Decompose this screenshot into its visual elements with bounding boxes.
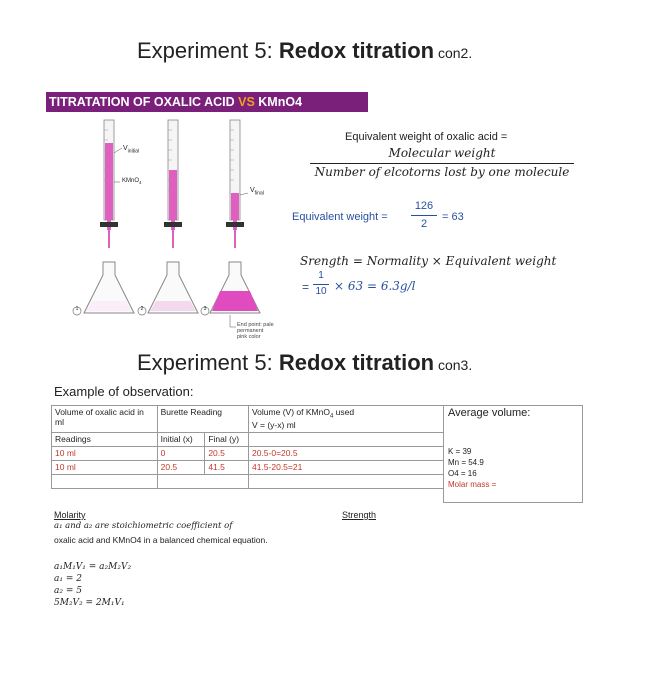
row2-v: 41.5-20.5=21 xyxy=(248,461,443,475)
header-kmno4-end: used xyxy=(335,407,355,417)
header-kmno4-formula: V = (y-x) ml xyxy=(251,419,296,430)
v-final-label xyxy=(250,187,264,196)
equiv-line1: Equivalent weight of oxalic acid = xyxy=(345,131,508,143)
title-small: con2. xyxy=(434,45,473,61)
strength-num: 1 xyxy=(318,270,324,281)
burette-2 xyxy=(164,120,182,248)
strength-bar xyxy=(313,284,329,285)
kmno4-sub: 4 xyxy=(139,180,142,186)
flask-2 xyxy=(148,262,198,313)
strength-prefix: = xyxy=(302,280,310,294)
section-banner xyxy=(46,92,368,112)
kmno4-text: KMnO xyxy=(122,178,140,184)
row3-empty-1 xyxy=(52,475,158,489)
titration-diagram xyxy=(60,115,300,350)
title-regular: Experiment 5: xyxy=(137,38,279,63)
eq-3: a₂ = 5 xyxy=(54,586,82,596)
burette-3 xyxy=(226,120,244,248)
equiv-calc-bar xyxy=(411,215,437,216)
flask-number-3: 3 xyxy=(203,306,207,312)
v-initial-sub: initial xyxy=(127,148,140,155)
v-initial-text: V xyxy=(123,145,128,152)
table-row xyxy=(52,447,444,461)
flask-1 xyxy=(84,262,134,313)
banner-right: KMnO4 xyxy=(254,95,303,109)
header-burette: Burette Reading xyxy=(157,406,248,433)
banner-left: TITRATATION OF OXALIC ACID xyxy=(49,95,239,109)
coef-line-2: oxalic acid and KMnO4 in a balanced chemical equation. xyxy=(54,535,268,545)
eq-2: a₁ = 2 xyxy=(54,574,82,584)
equiv-calc-den: 2 xyxy=(420,218,428,230)
end-point-line-3: pink color xyxy=(237,334,261,340)
average-mn: Mn = 54.9 xyxy=(448,458,484,467)
eq-4: 5M₂V₂ = 2M₁V₁ xyxy=(54,598,125,608)
observation-table xyxy=(51,405,444,489)
v-final-sub: final xyxy=(254,190,264,197)
v-initial-label xyxy=(123,145,139,154)
header-kmno4-sub: 4 xyxy=(329,413,334,420)
strength-label: Strength xyxy=(342,510,377,520)
strength-rest: × 63 = 6.3g/l xyxy=(334,279,416,293)
v-final-text: V xyxy=(250,187,255,194)
readings-label: Readings xyxy=(52,433,158,447)
title2-regular: Experiment 5: xyxy=(137,350,279,375)
banner-vs: VS xyxy=(238,95,255,109)
title2-bold: Redox titration xyxy=(278,350,435,375)
row1-final: 20.5 xyxy=(205,447,249,461)
end-point-label xyxy=(237,322,274,340)
equiv-fraction-bar xyxy=(310,163,574,164)
initial-header: Initial (x) xyxy=(157,433,205,447)
final-header: Final (y) xyxy=(205,433,249,447)
average-molar: Molar mass = xyxy=(448,480,497,489)
equiv-denominator: Number of elcotorns lost by one molecule xyxy=(314,165,570,179)
row3-empty-2 xyxy=(157,475,248,489)
flask-number-2: 2 xyxy=(140,306,144,312)
molarity-label: Molarity xyxy=(54,510,86,520)
strength-den: 10 xyxy=(315,286,327,297)
equiv-numerator: Molecular weight xyxy=(388,146,496,160)
flask-3 xyxy=(210,262,260,313)
end-point-line-2: permanent xyxy=(237,328,264,334)
coef-line: a₁ and a₂ are stoichiometric coefficient of xyxy=(54,521,233,531)
header-kmno4-text: Volume (V) of KMnO xyxy=(251,407,330,417)
row3-empty-3 xyxy=(248,475,443,489)
average-title: Average volume: xyxy=(448,407,531,419)
row2-volume: 10 ml xyxy=(52,461,158,475)
burette-1 xyxy=(100,120,118,248)
average-o4: O4 = 16 xyxy=(448,469,477,478)
header-volume: Volume of oxalic acid in ml xyxy=(52,406,158,433)
row2-initial: 20.5 xyxy=(157,461,205,475)
equiv-calc-num: 126 xyxy=(414,200,434,212)
example-label: Example of observation: xyxy=(54,384,194,399)
eq-1: a₁M₁V₁ = a₂M₂V₂ xyxy=(54,562,132,572)
strength-formula: Srength = Normality × Equivalent weight xyxy=(300,254,557,268)
average-k: K = 39 xyxy=(448,447,472,456)
row1-v: 20.5-0=20.5 xyxy=(248,447,443,461)
title2-small: con3. xyxy=(434,357,473,373)
average-box xyxy=(443,405,583,503)
end-point-line-1: End point: pale xyxy=(237,322,274,328)
row2-final: 41.5 xyxy=(205,461,249,475)
equiv-calc-result: = 63 xyxy=(442,211,464,223)
header-kmno4 xyxy=(248,406,443,433)
page-title xyxy=(137,38,472,64)
empty-cell xyxy=(248,433,443,447)
row1-volume: 10 ml xyxy=(52,447,158,461)
equiv-calc-label: Equivalent weight = xyxy=(292,211,388,223)
row1-initial: 0 xyxy=(157,447,205,461)
table-row xyxy=(52,475,444,489)
flask-number-1: 1 xyxy=(75,306,79,312)
kmno4-label xyxy=(122,178,142,185)
section-title-2 xyxy=(137,350,472,376)
title-bold: Redox titration xyxy=(278,38,435,63)
table-row xyxy=(52,461,444,475)
